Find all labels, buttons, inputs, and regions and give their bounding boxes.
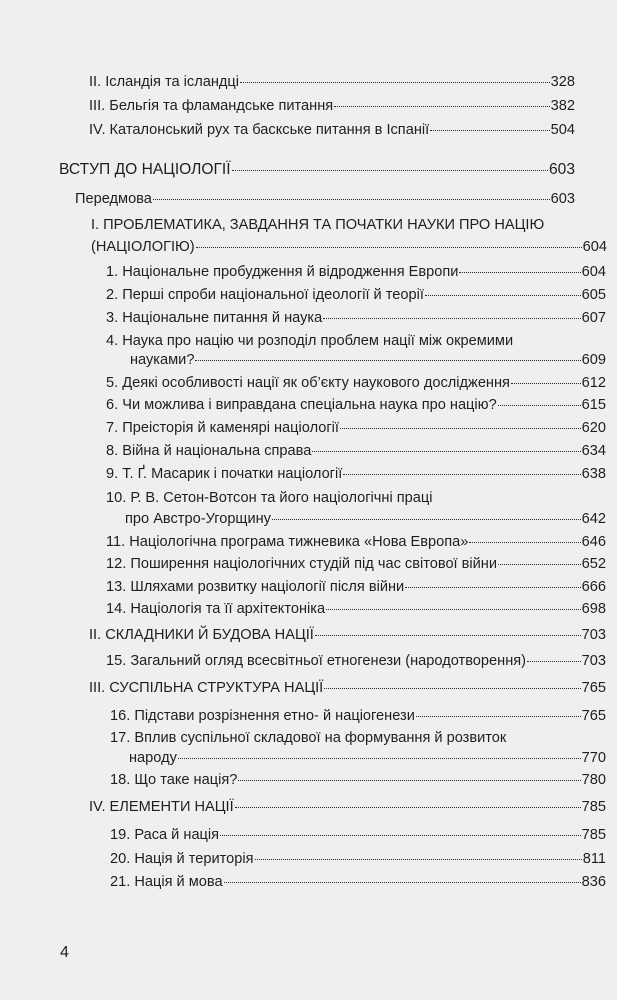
leader-dots bbox=[416, 716, 581, 717]
toc-entry bbox=[110, 707, 606, 725]
toc-entry-page: 605 bbox=[581, 287, 606, 303]
toc-entry bbox=[129, 749, 606, 767]
toc-entry-page: 698 bbox=[581, 601, 606, 617]
toc-entry bbox=[106, 533, 606, 551]
leader-dots bbox=[255, 859, 582, 860]
toc-entry-label: 14. Націологія та її архітектоніка bbox=[106, 601, 326, 617]
toc-part-heading bbox=[91, 238, 607, 256]
toc-entry-label: 6. Чи можлива і виправдана спеціальна наука про націю? bbox=[106, 397, 497, 413]
toc-entry-label: III. Бельгія та фламандське питання bbox=[89, 98, 334, 114]
toc-entry bbox=[106, 652, 606, 670]
toc-entry bbox=[75, 190, 575, 208]
toc-entry bbox=[106, 578, 606, 596]
toc-entry-label: 15. Загальний огляд всесвітньої етногенези (народотворення) bbox=[106, 653, 527, 669]
toc-entry-page: 836 bbox=[581, 874, 606, 890]
toc-entry-label: Передмова bbox=[75, 191, 152, 207]
leader-dots bbox=[238, 780, 580, 781]
toc-entry-label: 20. Нація й територія bbox=[110, 851, 254, 867]
toc-entry bbox=[89, 121, 575, 139]
leader-dots bbox=[334, 106, 549, 107]
toc-entry-page: 634 bbox=[581, 443, 606, 459]
toc-entry-page: 785 bbox=[581, 827, 606, 843]
toc-entry-page: 328 bbox=[550, 74, 575, 90]
toc-entry-page: 382 bbox=[550, 98, 575, 114]
toc-entry-label: 11. Націологічна програма тижневика «Нова Европа» bbox=[106, 534, 469, 550]
leader-dots bbox=[312, 451, 580, 452]
toc-entry-label: 9. Т. Ґ. Масарик і початки націології bbox=[106, 466, 343, 482]
toc-entry bbox=[110, 771, 606, 789]
leader-dots bbox=[224, 882, 581, 883]
leader-dots bbox=[220, 835, 581, 836]
toc-entry-page: 604 bbox=[581, 264, 606, 280]
toc-entry-line1: 17. Вплив суспільної складової на формування й розвиток bbox=[110, 730, 507, 746]
toc-part-heading-line1: I. ПРОБЛЕМАТИКА, ЗАВДАННЯ ТА ПОЧАТКИ НАУКИ ПРО НАЦІЮ bbox=[91, 217, 545, 233]
toc-part-heading bbox=[89, 798, 606, 816]
leader-dots bbox=[153, 199, 550, 200]
leader-dots bbox=[459, 272, 580, 273]
toc-entry-page: 646 bbox=[581, 534, 606, 550]
toc-entry-label: 3. Національне питання й наука bbox=[106, 310, 323, 326]
toc-entry-label: 8. Війна й національна справа bbox=[106, 443, 312, 459]
toc-entry bbox=[106, 263, 606, 281]
leader-dots bbox=[178, 758, 581, 759]
toc-entry bbox=[106, 600, 606, 618]
toc-entry-label: 16. Підстави розрізнення етно- й націогенези bbox=[110, 708, 415, 724]
toc-entry-page: 638 bbox=[581, 466, 606, 482]
toc-entry bbox=[110, 873, 606, 891]
toc-entry bbox=[106, 286, 606, 304]
toc-entry-page: 604 bbox=[582, 239, 607, 255]
toc-entry bbox=[89, 73, 575, 91]
toc-entry bbox=[106, 555, 606, 573]
toc-entry bbox=[106, 465, 606, 483]
toc-entry-page: 703 bbox=[581, 653, 606, 669]
toc-entry-label: 1. Національне пробудження й відродження Европи bbox=[106, 264, 459, 280]
toc-entry-label: 7. Преісторія й каменярі націології bbox=[106, 420, 339, 436]
leader-dots bbox=[323, 318, 580, 319]
toc-entry-label: IV. Каталонський рух та баскське питання в Іспанії bbox=[89, 122, 430, 138]
toc-entry-page: 607 bbox=[581, 310, 606, 326]
leader-dots bbox=[272, 519, 581, 520]
leader-dots bbox=[195, 360, 580, 361]
toc-entry-page: 642 bbox=[581, 511, 606, 527]
toc-entry-label: 21. Нація й мова bbox=[110, 874, 223, 890]
toc-entry-page: 620 bbox=[581, 420, 606, 436]
toc-entry bbox=[106, 419, 606, 437]
toc-entry bbox=[110, 850, 606, 868]
toc-entry-line1: 10. Р. В. Сетон-Вотсон та його націологічні праці bbox=[106, 490, 433, 506]
toc-entry bbox=[106, 374, 606, 392]
toc-entry-page: 652 bbox=[581, 556, 606, 572]
toc-entry bbox=[89, 97, 575, 115]
leader-dots bbox=[315, 635, 581, 636]
toc-entry-label: 19. Раса й нація bbox=[110, 827, 220, 843]
toc-entry-label: науками? bbox=[130, 352, 195, 368]
toc-entry bbox=[106, 396, 606, 414]
leader-dots bbox=[498, 405, 581, 406]
leader-dots bbox=[340, 428, 581, 429]
toc-entry-page: 615 bbox=[581, 397, 606, 413]
toc-entry-label: II. Ісландія та ісландці bbox=[89, 74, 240, 90]
toc-entry-page: 504 bbox=[550, 122, 575, 138]
leader-dots bbox=[498, 564, 581, 565]
leader-dots bbox=[430, 130, 549, 131]
toc-entry-label: III. СУСПІЛЬНА СТРУКТУРА НАЦІЇ bbox=[89, 680, 324, 696]
toc-entry bbox=[110, 826, 606, 844]
toc-entry-label: IV. ЕЛЕМЕНТИ НАЦІЇ bbox=[89, 799, 234, 815]
toc-entry-page: 703 bbox=[581, 627, 606, 643]
toc-entry-label: II. СКЛАДНИКИ Й БУДОВА НАЦІЇ bbox=[89, 627, 314, 643]
toc-entry-page: 612 bbox=[581, 375, 606, 391]
toc-entry-page: 765 bbox=[581, 708, 606, 724]
toc-part-heading bbox=[89, 679, 606, 697]
toc-entry-page: 780 bbox=[581, 772, 606, 788]
toc-entry-page: 603 bbox=[548, 161, 575, 178]
toc-entry-page: 666 bbox=[581, 579, 606, 595]
toc-entry-page: 770 bbox=[581, 750, 606, 766]
leader-dots bbox=[343, 474, 580, 475]
toc-entry-label: 18. Що таке нація? bbox=[110, 772, 238, 788]
leader-dots bbox=[425, 295, 581, 296]
leader-dots bbox=[196, 247, 582, 248]
toc-part-heading bbox=[89, 626, 606, 644]
toc-entry-label: 13. Шляхами розвитку націології після війни bbox=[106, 579, 405, 595]
toc-entry-page: 609 bbox=[581, 352, 606, 368]
leader-dots bbox=[326, 609, 581, 610]
toc-entry-label: про Австро-Угорщину bbox=[125, 511, 271, 527]
toc-entry-label: ВСТУП ДО НАЦІОЛОГІЇ bbox=[59, 161, 231, 178]
toc-entry-line1: 4. Наука про націю чи розподіл проблем нації між окремими bbox=[106, 333, 514, 349]
page-number: 4 bbox=[60, 944, 69, 961]
toc-entry-page: 603 bbox=[550, 191, 575, 207]
toc-entry bbox=[130, 351, 606, 369]
toc-entry-label: 5. Деякі особливості нації як об’єкту наукового дослідження bbox=[106, 375, 510, 391]
leader-dots bbox=[469, 542, 580, 543]
toc-entry-label: народу bbox=[129, 750, 177, 766]
toc-section-heading bbox=[59, 161, 575, 179]
leader-dots bbox=[232, 170, 548, 171]
leader-dots bbox=[405, 587, 580, 588]
toc-entry-page: 765 bbox=[581, 680, 606, 696]
toc-entry bbox=[106, 309, 606, 327]
toc-entry-label: (НАЦІОЛОГІЮ) bbox=[91, 239, 195, 255]
toc-entry-label: 12. Поширення націологічних студій під час світової війни bbox=[106, 556, 498, 572]
toc-entry-page: 811 bbox=[582, 851, 606, 867]
toc-entry bbox=[125, 510, 606, 528]
toc-entry bbox=[106, 442, 606, 460]
toc-entry-page: 785 bbox=[581, 799, 606, 815]
leader-dots bbox=[235, 807, 581, 808]
leader-dots bbox=[527, 661, 581, 662]
leader-dots bbox=[324, 688, 580, 689]
toc-entry-label: 2. Перші спроби національної ідеології й теорії bbox=[106, 287, 424, 303]
leader-dots bbox=[240, 82, 550, 83]
leader-dots bbox=[511, 383, 581, 384]
